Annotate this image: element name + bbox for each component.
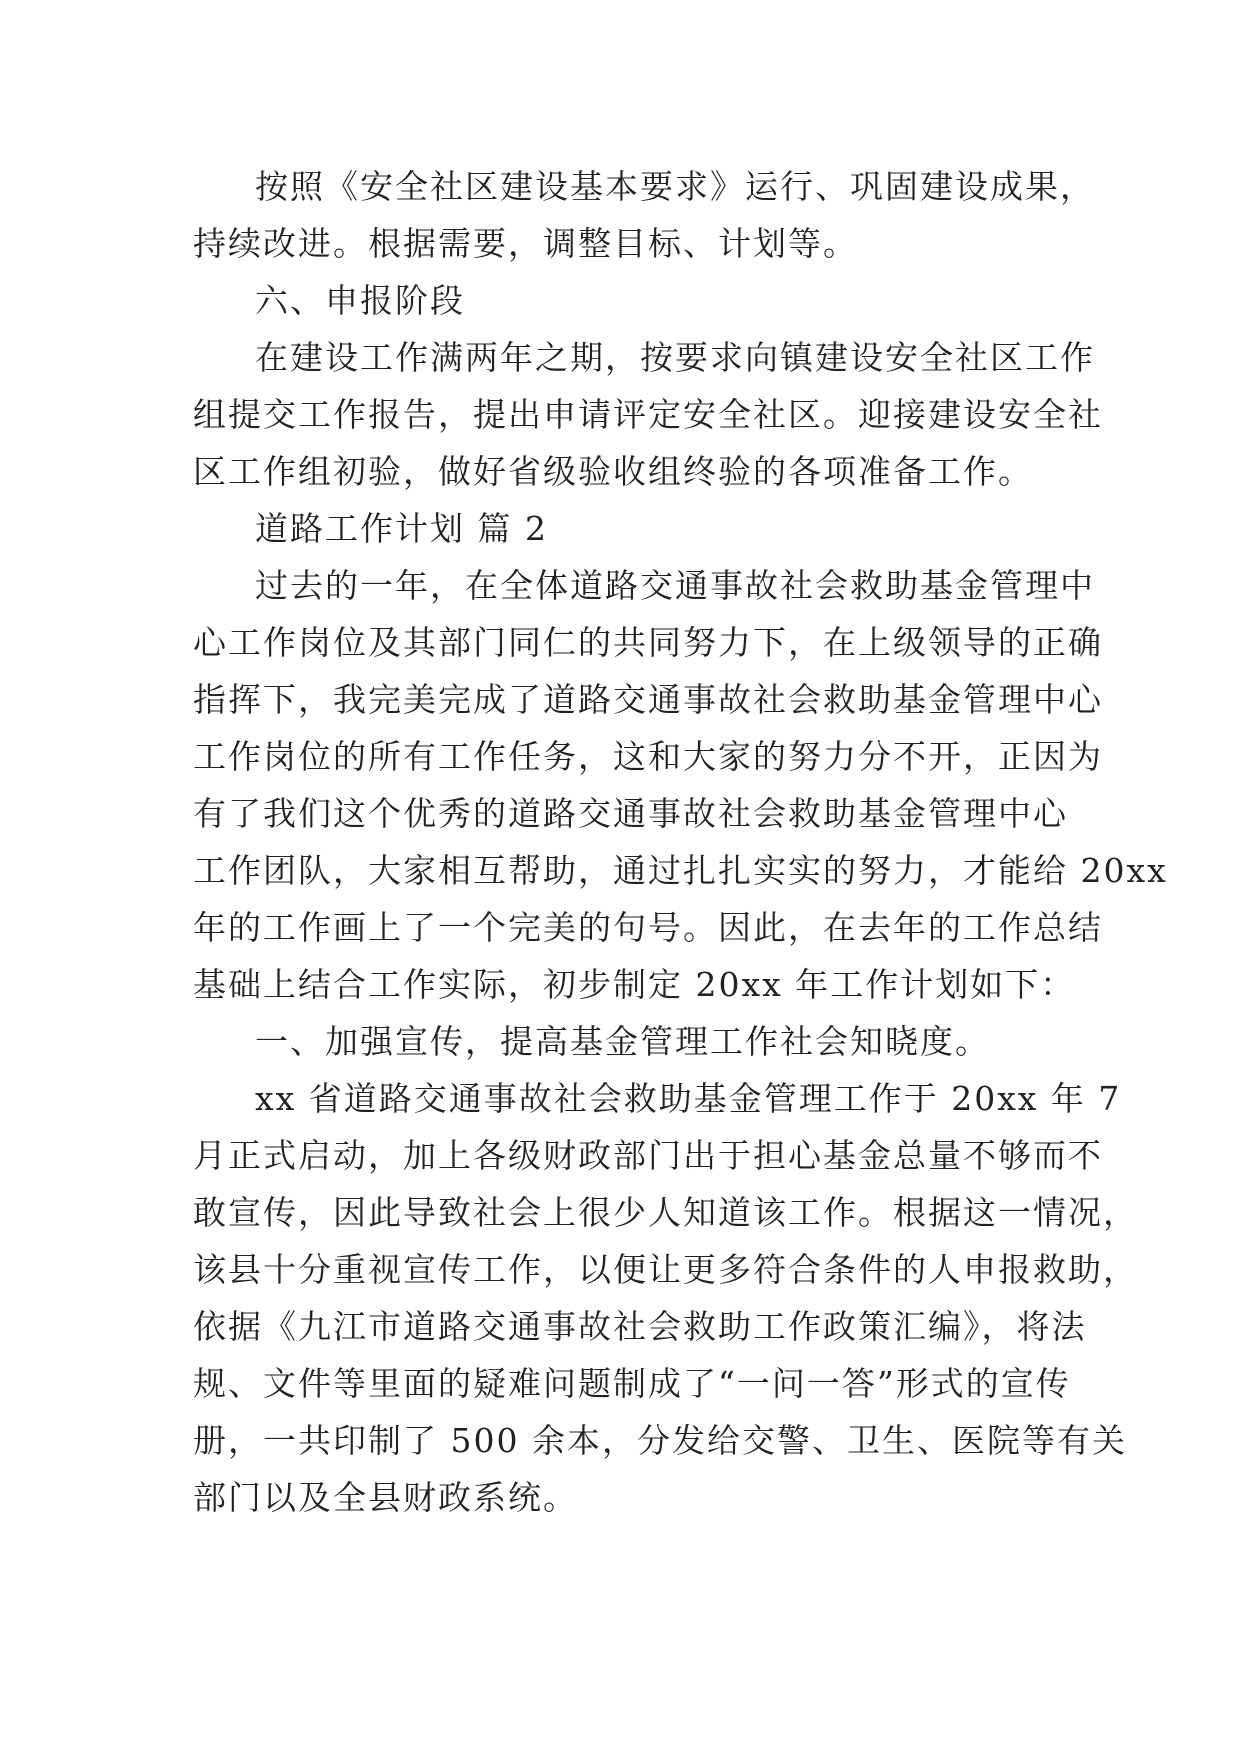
- text-line: 指挥下，我完美完成了道路交通事故社会救助基金管理中心: [193, 680, 1103, 719]
- text-line: 册，一共印制了 500 余本，分发给交警、卫生、医院等有关: [193, 1421, 1127, 1460]
- text-line: 敢宣传，因此导致社会上很少人知道该工作。根据这一情况，: [193, 1193, 1138, 1232]
- section-title: 道路工作计划 篇 2: [255, 509, 548, 548]
- text-line: 持续改进。根据需要，调整目标、计划等。: [193, 224, 858, 263]
- text-line: 该县十分重视宣传工作，以便让更多符合条件的人申报救助，: [193, 1250, 1138, 1289]
- text-line: 区工作组初验，做好省级验收组终验的各项准备工作。: [193, 452, 1033, 491]
- text-line: 工作岗位的所有工作任务，这和大家的努力分不开，正因为: [193, 737, 1103, 776]
- text-line: 年的工作画上了一个完美的句号。因此，在去年的工作总结: [193, 908, 1103, 947]
- text-line: 部门以及全县财政系统。: [193, 1478, 578, 1517]
- text-line: 过去的一年，在全体道路交通事故社会救助基金管理中: [255, 566, 1095, 605]
- text-line: 心工作岗位及其部门同仁的共同努力下，在上级领导的正确: [193, 623, 1103, 662]
- section-heading: 一、加强宣传，提高基金管理工作社会知晓度。: [255, 1022, 990, 1061]
- text-line: 基础上结合工作实际，初步制定 20xx 年工作计划如下：: [193, 965, 1076, 1004]
- text-line: 组提交工作报告，提出申请评定安全社区。迎接建设安全社: [193, 395, 1103, 434]
- text-line: xx 省道路交通事故社会救助基金管理工作于 20xx 年 7: [255, 1079, 1122, 1118]
- text-line: 工作团队，大家相互帮助，通过扎扎实实的努力，才能给 20xx: [193, 851, 1168, 890]
- text-line: 在建设工作满两年之期，按要求向镇建设安全社区工作: [255, 338, 1095, 377]
- text-line: 按照《安全社区建设基本要求》运行、巩固建设成果，: [255, 167, 1095, 206]
- text-line: 依据《九江市道路交通事故社会救助工作政策汇编》，将法: [193, 1307, 1087, 1346]
- text-line: 月正式启动，加上各级财政部门出于担心基金总量不够而不: [193, 1136, 1103, 1175]
- section-heading: 六、申报阶段: [255, 281, 465, 320]
- text-line: 规、文件等里面的疑难问题制成了“一问一答”形式的宣传: [193, 1364, 1071, 1403]
- text-line: 有了我们这个优秀的道路交通事故社会救助基金管理中心: [193, 794, 1068, 833]
